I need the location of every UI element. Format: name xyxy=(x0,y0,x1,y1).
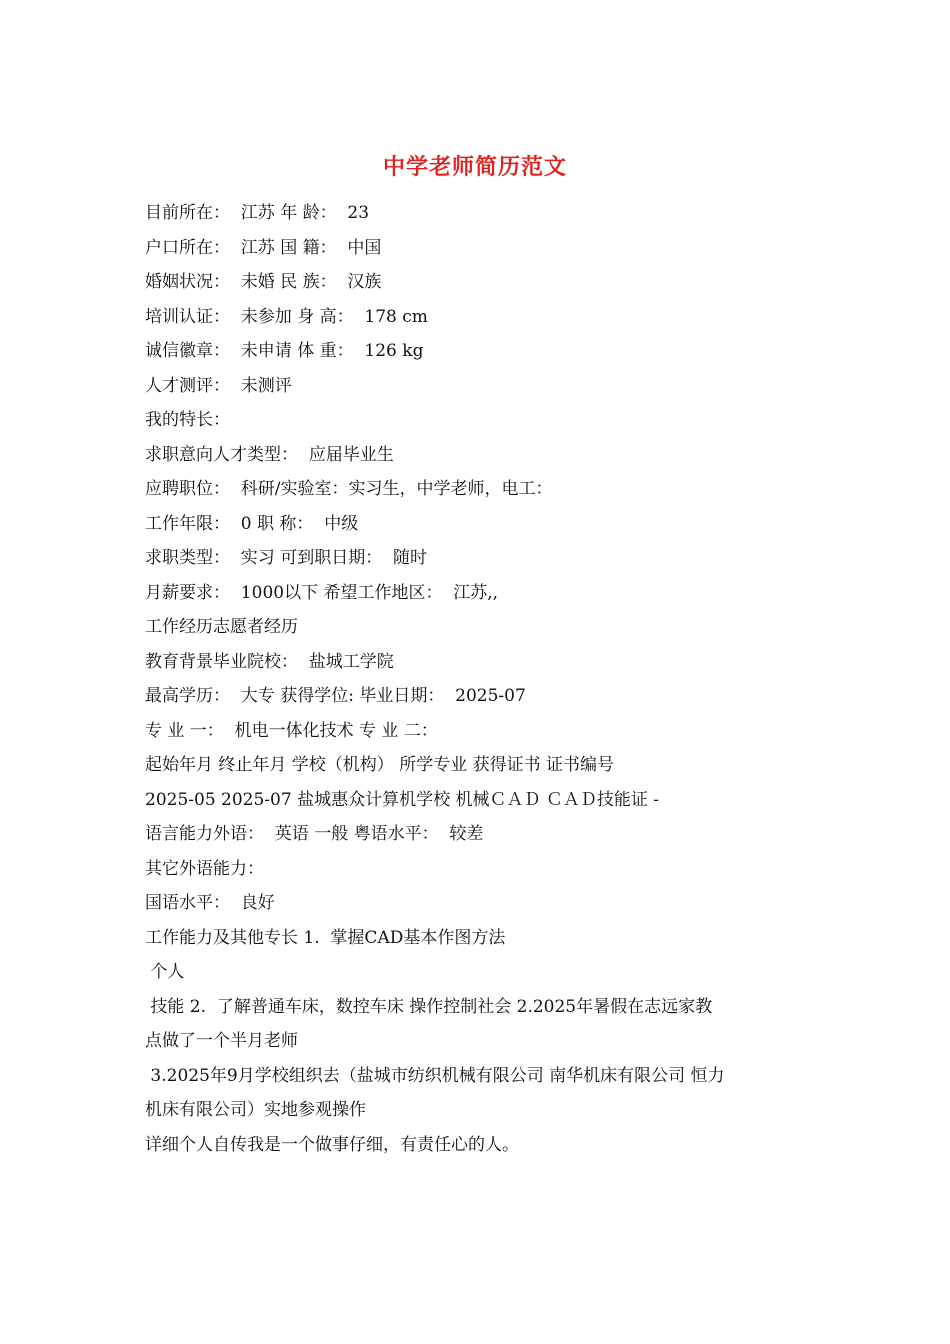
resume-line: 3.2025年9月学校组织去（盐城市纺织机械有限公司 南华机床有限公司 恒力 xyxy=(145,1065,725,1086)
resume-line: 求职类型： 实习 可到职日期： 随时 xyxy=(145,548,428,568)
resume-line: 2025-05 2025-07 盐城惠众计算机学校 机械ＣＡＤ ＣＡＤ技能证 - xyxy=(145,789,660,810)
document-title: 中学老师简历范文 xyxy=(382,154,567,180)
resume-line: 语言能力外语： 英语 一般 粤语水平： 较差 xyxy=(145,824,484,844)
resume-line: 我的特长： xyxy=(145,410,230,430)
resume-line: 起始年月 终止年月 学校（机构） 所学专业 获得证书 证书编号 xyxy=(145,755,615,775)
resume-line: 工作能力及其他专长 1. 掌握CAD基本作图方法 xyxy=(145,927,506,948)
resume-line: 个人 xyxy=(145,962,185,982)
resume-body xyxy=(145,196,815,1162)
resume-line: 点做了一个半月老师 xyxy=(145,1031,298,1051)
resume-line: 户口所在： 江苏 国 籍： 中国 xyxy=(145,237,382,258)
resume-line: 目前所在： 江苏 年 龄： 23 xyxy=(145,203,370,223)
resume-line: 最高学历： 大专 获得学位: 毕业日期： 2025-07 xyxy=(145,686,526,706)
resume-line: 技能 2. 了解普通车床，数控车床 操作控制社会 2.2025年暑假在志远家教 xyxy=(145,996,713,1017)
resume-line: 应聘职位： 科研/实验室：实习生，中学老师，电工： xyxy=(145,479,553,499)
resume-line: 专 业 一： 机电一体化技术 专 业 二： xyxy=(145,720,438,741)
resume-line: 婚姻状况： 未婚 民 族： 汉族 xyxy=(145,272,382,292)
resume-line: 人才测评： 未测评 xyxy=(145,375,292,396)
resume-line: 详细个人自传我是一个做事仔细，有责任心的人。 xyxy=(145,1134,519,1155)
resume-line: 其它外语能力： xyxy=(145,858,264,879)
resume-line: 培训认证： 未参加 身 高： 178 cm xyxy=(145,306,428,327)
resume-line: 国语水平： 良好 xyxy=(145,893,275,913)
resume-line: 工作年限： 0 职 称： 中级 xyxy=(145,513,359,534)
resume-line: 诚信徽章： 未申请 体 重： 126 kg xyxy=(145,341,424,361)
resume-line: 教育背景毕业院校： 盐城工学院 xyxy=(145,651,394,672)
resume-line: 工作经历志愿者经历 xyxy=(145,617,298,637)
resume-line: 月薪要求： 1000以下 希望工作地区： 江苏,, xyxy=(145,582,499,603)
resume-line: 求职意向人才类型： 应届毕业生 xyxy=(145,444,394,465)
resume-line: 机床有限公司）实地参观操作 xyxy=(145,1100,366,1120)
